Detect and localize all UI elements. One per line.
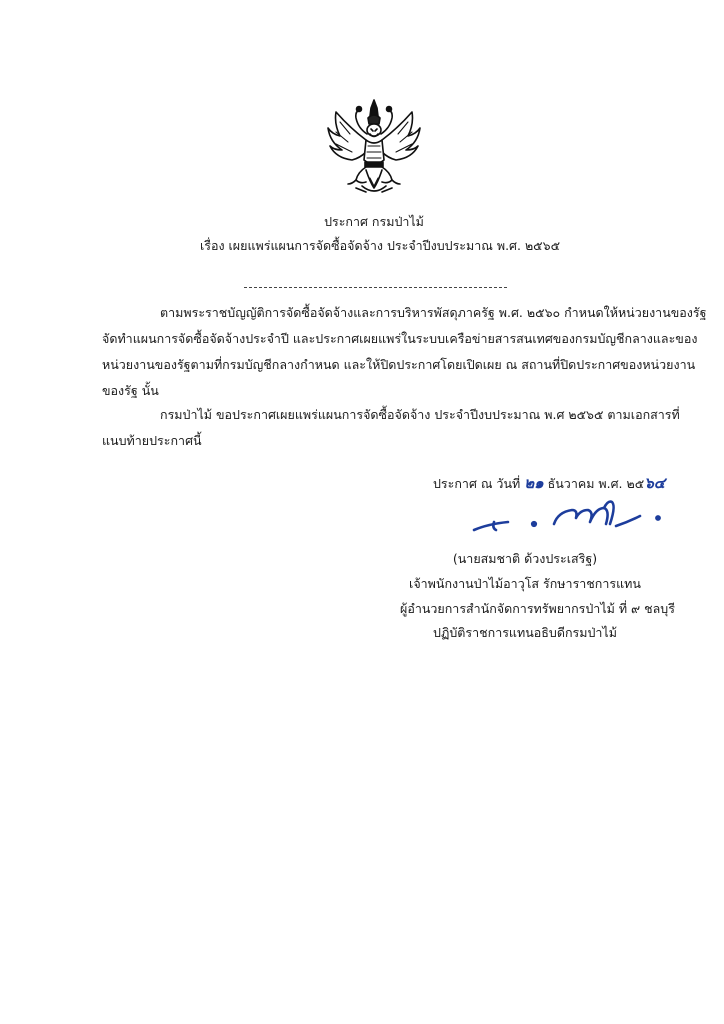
signatory-position: เจ้าพนักงานป่าไม้อาวุโส รักษาราชการแทน bbox=[409, 576, 641, 591]
body-line: ของรัฐ นั้น bbox=[102, 383, 159, 398]
signatory-position: ปฏิบัติราชการแทนอธิบดีกรมป่าไม้ bbox=[433, 625, 617, 640]
handwritten-signature bbox=[468, 498, 668, 542]
garuda-emblem-icon bbox=[326, 98, 422, 198]
divider bbox=[244, 287, 507, 288]
document-subject: เรื่อง เผยแพร่แผนการจัดซื้อจัดจ้าง ประจำปีงบประมาณ พ.ศ. ๒๕๖๕ bbox=[199, 238, 561, 253]
body-line: จัดทำแผนการจัดซื้อจัดจ้างประจำปี และประกาศเผยแพร่ในระบบเครือข่ายสารสนเทศของกรมบัญชีกลางและของ bbox=[102, 331, 698, 346]
date-day-handwritten: ๒๑ bbox=[524, 474, 544, 492]
date-prefix: ประกาศ ณ วันที่ bbox=[433, 476, 521, 491]
body-line: แนบท้ายประกาศนี้ bbox=[102, 433, 202, 448]
signatory-name: (นายสมชาติ ด้วงประเสริฐ) bbox=[452, 551, 598, 566]
signatory-position: ผู้อำนวยการสำนักจัดการทรัพยากรป่าไม้ ที่ ๙ ชลบุรี bbox=[400, 601, 675, 616]
body-line: กรมป่าไม้ ขอประกาศเผยแพร่แผนการจัดซื้อจัดจ้าง ประจำปีงบประมาณ พ.ศ ๒๕๖๕ ตามเอกสารที่ bbox=[160, 407, 680, 422]
date-year-handwritten: ๖๔ bbox=[644, 474, 666, 492]
body-line: ตามพระราชบัญญัติการจัดซื้อจัดจ้างและการบริหารพัสดุภาครัฐ พ.ศ. ๒๕๖๐ กำหนดให้หน่วยงานของรัฐ bbox=[160, 305, 707, 320]
body-line: หน่วยงานของรัฐตามที่กรมบัญชีกลางกำหนด และให้ปิดประกาศโดยเปิดเผย ณ สถานที่ปิดประกาศของหน่วยงาน bbox=[102, 357, 696, 372]
date-month-year: ธันวาคม พ.ศ. ๒๕ bbox=[547, 476, 645, 491]
announcement-date bbox=[433, 475, 665, 492]
document-title: ประกาศ กรมป่าไม้ bbox=[324, 214, 424, 229]
